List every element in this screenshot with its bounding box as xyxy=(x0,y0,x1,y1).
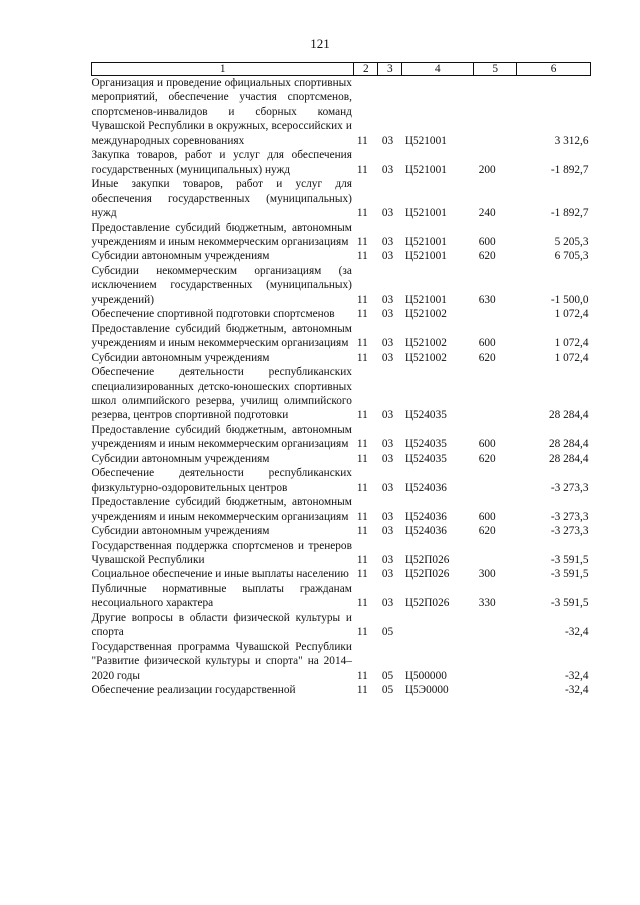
header-col-6: 6 xyxy=(517,63,591,76)
row-name: Субсидии автономным учреждениям xyxy=(91,250,270,263)
row-amount: 1 072,4 xyxy=(554,351,589,364)
table-row xyxy=(92,466,591,495)
row-target-code: Ц521001 xyxy=(404,207,447,220)
table-row xyxy=(92,249,591,263)
row-subsection: 05 xyxy=(381,669,394,682)
row-amount: -3 273,3 xyxy=(550,510,589,523)
row-target-code: Ц524036 xyxy=(404,510,447,523)
row-target-code: Ц524036 xyxy=(404,481,447,494)
row-expense-type: 300 xyxy=(478,568,496,581)
table-row xyxy=(92,611,591,640)
budget-table xyxy=(91,62,591,697)
row-target-code: Ц5Э0000 xyxy=(404,684,449,697)
row-section: 11 xyxy=(356,351,368,364)
row-section: 11 xyxy=(356,337,368,350)
table-row xyxy=(92,640,591,683)
table-row xyxy=(92,567,591,581)
row-name: Субсидии автономным учреждениям xyxy=(91,452,270,465)
row-name: Обеспечение деятельности республиканских специализированных детско-юношеских спортивных школ олимпийского резерва, училищ олимпийского резерва, центров спортивной подготовки xyxy=(91,366,352,422)
row-target-code: Ц524036 xyxy=(404,525,447,538)
row-target-code: Ц524035 xyxy=(404,409,447,422)
row-expense-type xyxy=(474,76,517,149)
row-expense-type: 600 xyxy=(478,510,496,523)
row-subsection: 03 xyxy=(381,351,394,364)
table-row xyxy=(92,365,591,423)
row-section: 11 xyxy=(356,134,368,147)
row-target-code: Ц500000 xyxy=(404,669,447,682)
row-amount: -32,4 xyxy=(564,684,589,697)
row-subsection: 03 xyxy=(381,163,394,176)
row-amount: 28 284,4 xyxy=(548,452,589,465)
row-amount: -32,4 xyxy=(564,669,589,682)
row-target-code: Ц521002 xyxy=(404,351,447,364)
table-header-row xyxy=(92,63,591,76)
table-row xyxy=(92,683,591,697)
row-amount: -1 892,7 xyxy=(550,207,589,220)
row-section: 11 xyxy=(356,452,368,465)
row-subsection: 03 xyxy=(381,510,394,523)
row-expense-type: 600 xyxy=(478,235,496,248)
row-name: Государственная программа Чувашской Республики "Развитие физической культуры и спорта" на 2014–2020 годы xyxy=(91,640,352,682)
row-expense-type xyxy=(474,466,517,495)
row-amount: -3 273,3 xyxy=(550,525,589,538)
row-expense-type: 630 xyxy=(478,293,496,306)
table-row xyxy=(92,539,591,568)
row-subsection: 03 xyxy=(381,452,394,465)
row-target-code xyxy=(402,611,474,640)
row-name: Предоставление субсидий бюджетным, автономным учреждениям и иным некоммерческим организациям xyxy=(91,423,352,451)
row-name: Субсидии автономным учреждениям xyxy=(91,351,270,364)
row-subsection: 05 xyxy=(381,684,394,697)
row-expense-type xyxy=(474,539,517,568)
row-expense-type: 240 xyxy=(478,207,496,220)
row-target-code: Ц521001 xyxy=(404,163,447,176)
row-expense-type: 620 xyxy=(478,525,496,538)
table-row xyxy=(92,221,591,250)
row-subsection: 03 xyxy=(381,235,394,248)
row-amount: -3 591,5 xyxy=(550,553,589,566)
table-row xyxy=(92,423,591,452)
row-name: Обеспечение деятельности республиканских физкультурно-оздоровительных центров xyxy=(91,467,352,494)
row-amount: -3 591,5 xyxy=(550,597,589,610)
row-subsection: 03 xyxy=(381,597,394,610)
row-subsection: 03 xyxy=(381,568,394,581)
row-expense-type xyxy=(474,611,517,640)
table-row xyxy=(92,322,591,351)
row-expense-type: 620 xyxy=(478,452,496,465)
row-name: Предоставление субсидий бюджетным, автономным учреждениям и иным некоммерческим организациям xyxy=(91,221,352,248)
row-target-code: Ц521001 xyxy=(404,134,447,147)
row-expense-type: 600 xyxy=(478,337,496,350)
row-name: Иные закупки товаров, работ и услуг для обеспечения государственных (муниципальных) нужд xyxy=(91,178,352,220)
row-expense-type xyxy=(474,640,517,683)
header-col-2: 2 xyxy=(354,63,378,76)
row-subsection: 03 xyxy=(381,308,394,321)
row-expense-type: 330 xyxy=(478,597,496,610)
row-subsection: 03 xyxy=(381,553,394,566)
row-section: 11 xyxy=(356,481,368,494)
row-name: Субсидии автономным учреждениям xyxy=(91,525,270,538)
row-section: 11 xyxy=(356,553,368,566)
row-subsection: 03 xyxy=(381,134,394,147)
row-target-code: Ц52П026 xyxy=(404,568,450,581)
row-amount: -3 591,5 xyxy=(550,568,589,581)
row-target-code: Ц524035 xyxy=(404,452,447,465)
header-col-4: 4 xyxy=(402,63,474,76)
row-expense-type xyxy=(474,365,517,423)
table-row xyxy=(92,148,591,177)
row-section: 11 xyxy=(356,510,368,523)
row-amount: 1 072,4 xyxy=(554,337,589,350)
row-subsection: 05 xyxy=(381,626,394,639)
row-name: Субсидии некоммерческим организациям (за исключением государственных (муниципальных) учреждений) xyxy=(91,264,352,306)
row-amount: -1 500,0 xyxy=(550,293,589,306)
row-section: 11 xyxy=(356,438,368,451)
row-target-code: Ц524035 xyxy=(404,438,447,451)
row-name: Государственная поддержка спортсменов и тренеров Чувашской Республики xyxy=(91,539,352,566)
row-section: 11 xyxy=(356,235,368,248)
page-number: 121 xyxy=(310,36,330,51)
table-row xyxy=(92,582,591,611)
row-subsection: 03 xyxy=(381,207,394,220)
row-target-code: Ц52П026 xyxy=(404,597,450,610)
row-target-code: Ц521001 xyxy=(404,250,447,263)
row-section: 11 xyxy=(356,250,368,263)
row-target-code: Ц521002 xyxy=(404,308,447,321)
row-section: 11 xyxy=(356,207,368,220)
row-expense-type: 620 xyxy=(478,250,496,263)
row-subsection: 03 xyxy=(381,481,394,494)
row-amount: 28 284,4 xyxy=(548,438,589,451)
row-target-code: Ц521002 xyxy=(404,337,447,350)
row-section: 11 xyxy=(356,568,368,581)
header-col-1: 1 xyxy=(92,63,354,76)
row-name: Предоставление субсидий бюджетным, автономным учреждениям и иным некоммерческим организациям xyxy=(91,496,352,523)
row-target-code: Ц521001 xyxy=(404,293,447,306)
row-amount: 3 312,6 xyxy=(554,134,589,147)
row-section: 11 xyxy=(356,409,368,422)
row-amount: -1 892,7 xyxy=(550,163,589,176)
row-name: Обеспечение спортивной подготовки спортсменов xyxy=(91,308,335,321)
row-name: Другие вопросы в области физической культуры и спорта xyxy=(91,611,352,639)
table-row xyxy=(92,177,591,220)
row-name: Обеспечение реализации государственной xyxy=(91,684,296,697)
row-expense-type: 200 xyxy=(478,163,496,176)
row-target-code: Ц52П026 xyxy=(404,553,450,566)
table-row xyxy=(92,307,591,321)
table-row xyxy=(92,524,591,538)
row-section: 11 xyxy=(356,308,368,321)
row-expense-type xyxy=(474,307,517,321)
row-subsection: 03 xyxy=(381,293,394,306)
row-amount: -3 273,3 xyxy=(550,481,589,494)
row-expense-type: 620 xyxy=(478,351,496,364)
row-name: Закупка товаров, работ и услуг для обеспечения государственных (муниципальных) нужд xyxy=(91,149,352,176)
row-section: 11 xyxy=(356,669,368,682)
row-section: 11 xyxy=(356,293,368,306)
row-subsection: 03 xyxy=(381,337,394,350)
row-section: 11 xyxy=(356,684,368,697)
row-name: Публичные нормативные выплаты гражданам несоциального характера xyxy=(91,582,352,610)
row-target-code: Ц521001 xyxy=(404,235,447,248)
row-name: Организация и проведение официальных спортивных мероприятий, обеспечение участия спортсменов, спортсменов-инвалидов и сборных команд Чувашской Республики в окружных, всероссийских и международных соревнованиях xyxy=(91,77,352,147)
table-row xyxy=(92,264,591,307)
row-subsection: 03 xyxy=(381,525,394,538)
row-section: 11 xyxy=(356,163,368,176)
table-row xyxy=(92,495,591,524)
row-subsection: 03 xyxy=(381,409,394,422)
row-amount: 28 284,4 xyxy=(548,409,589,422)
row-expense-type: 600 xyxy=(478,438,496,451)
table-row xyxy=(92,452,591,466)
row-name: Социальное обеспечение и иные выплаты населению xyxy=(91,568,349,581)
row-amount: 6 705,3 xyxy=(554,250,589,263)
row-name: Предоставление субсидий бюджетным, автономным учреждениям и иным некоммерческим организациям xyxy=(91,322,352,350)
row-subsection: 03 xyxy=(381,438,394,451)
row-section: 11 xyxy=(356,525,368,538)
table-row xyxy=(92,76,591,149)
header-col-5: 5 xyxy=(474,63,517,76)
header-col-3: 3 xyxy=(378,63,402,76)
row-amount: 1 072,4 xyxy=(554,308,589,321)
row-section: 11 xyxy=(356,597,368,610)
row-amount: 5 205,3 xyxy=(554,235,589,248)
table-row xyxy=(92,351,591,365)
row-subsection: 03 xyxy=(381,250,394,263)
row-section: 11 xyxy=(356,626,368,639)
row-expense-type xyxy=(474,683,517,697)
row-amount: -32,4 xyxy=(564,626,589,639)
